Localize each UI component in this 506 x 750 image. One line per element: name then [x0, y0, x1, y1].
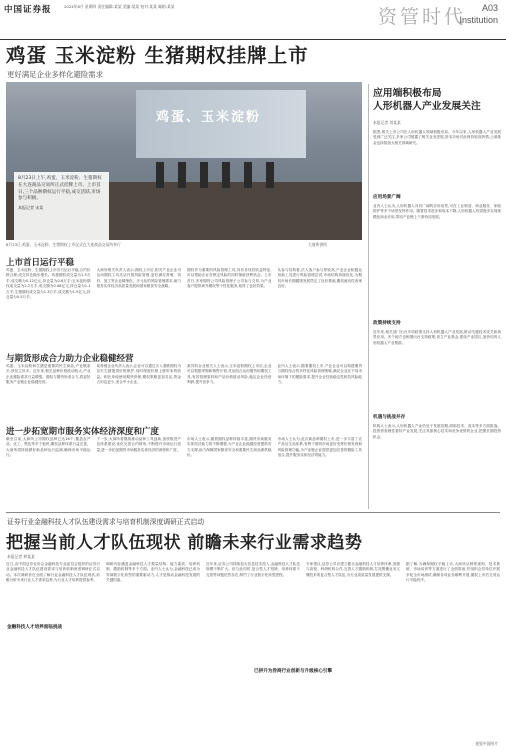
lead-byline: 本报记者 宋某 [18, 205, 44, 211]
bottom-subheading: 金融科技人才培养面临挑战 [7, 625, 63, 630]
section-title: 资管时代 [378, 6, 467, 28]
body-column: 下一步,大商所将继续推动品种工具创新,加快推进产品体系建设,优化完善合约规则,不断提升市场运行质量,进一步拓宽期货市场服务实体经济的深度和广度。 [96, 437, 181, 452]
body-column: 近年来,证券公司持续加大信息技术投入,金融科技人才队伍规模不断扩大。但与此同时,复合型人才短缺、培养体系不完善等问题依然存在,制约了行业数字化转型进程。 [206, 562, 300, 577]
body-column: 市场人士认为,此次新品种期权上市,进一步丰富了农产品衍生品体系,有利于期货市场更好发挥价格发现和风险管理功能,为产业链企业提供更加完善的避险工具组合,提升服务实体经济的能力。 [277, 437, 362, 458]
body-column: 期权作为重要的风险管理工具,具有非线性收益特征,可以帮助企业在锁定风险的同时保留获利机会。上市首日,多家期货公司风险管理子公司参与交易,为产业客户提供场外期权等个性化服务,取得了良好效果。 [187, 268, 272, 289]
right-headline [373, 88, 481, 113]
body-column: 专家建议,证券公司应建立健全金融科技人才培养体系,加强与高校、科研机构合作,完善人才激励机制,打造既懂业务又懂技术的复合型人才队伍,为行业高质量发展提供支撑。 [306, 562, 400, 577]
bottom-kicker: 证券行业金融科技人才队伍建设需求与培育机制深度调研正式启动 [7, 518, 205, 526]
right-paragraph: 业内人士认为,人形机器人具有广阔的应用前景,可在工业制造、商业服务、家庭陪护等多个场景发挥作用。随着技术进步和成本下降,人形机器人有望逐步实现规模化商业应用,带动产业链上下游协同发展。 [373, 204, 501, 219]
section2-body [6, 268, 362, 348]
body-column: 鸡蛋、玉米淀粉和生猪是重要的民生商品,产业链条长,涉及主体多。近年来,相关品种价格波动较大,产业企业避险需求日益增强。期权与期货形成合力,将更好服务产业链企业稳健经营。 [6, 364, 91, 385]
issue-info: 2024年8月 星期四 责任编辑:某某 美编:某某 校对:某某 邮箱:某某 [64, 4, 175, 9]
section-heading: 与期货形成合力助力企业稳健经营 [6, 354, 134, 364]
right-paragraph: 据悉,相关上市公司在人形机器人领域积极布局。今年以来,人形机器人产业发展受到广泛关注,多家公司披露了相关业务进展,资本市场对此保持较高热情,公募基金也持续加大相关领域研究。 [373, 130, 501, 145]
body-column: 近日,由中国证券业协会金融科技专业委员会组织的证券行业金融科技人才队伍建设需求与培育机制深度调研正式启动。本次调研旨在全面了解行业金融科技人才队伍现状,前瞻分析未来行业人才需求趋势,为行业人才培养提供参考。 [6, 562, 100, 583]
right-paragraph: 机构人士表示,人形机器人产业仍处于发展初期,面临技术、成本等多方面挑战。投资者需理性看待产业发展,关注具备核心技术和竞争优势的企业,把握长期投资机会。 [373, 424, 501, 439]
bottom-headline: 把握当前人才队伍现状 前瞻未来行业需求趋势 [6, 533, 363, 553]
section-divider [6, 512, 500, 513]
body-column: 市场人士表示,随着期权品种持续丰富,期货市场服务实体经济能力将不断增强,为产业企业稳健经营提供有力支撑,助力保障国家粮食安全和重要民生商品保供稳价。 [187, 437, 272, 458]
bottom-body [6, 562, 500, 740]
section3-body [6, 364, 362, 422]
section-heading: 上市首日运行平稳 [6, 258, 75, 268]
column-divider [368, 84, 369, 509]
body-column: 据了解,为确保期权平稳上市,大商所从制度规则、技术系统、市场培育等方面进行了全面准备,并组织会员单位开展多轮全市场测试,确保各项业务顺利开展,期权上市后交易运行平稳有序。 [406, 562, 500, 583]
body-column: 业内人士表示,随着期权上市,产业企业可以构建期货与期权结合的多样化风险管理策略,满足企业在不同市场环境下的避险需求,提升企业经营稳定性和抗风险能力。 [277, 364, 362, 385]
photo-screen-text: 鸡蛋、玉米淀粉 [156, 110, 262, 125]
right-subheading: 机遇与挑战并存 [373, 415, 406, 420]
masthead: 中国证券报 [4, 5, 52, 15]
section-name-en: Institution [459, 15, 498, 25]
lead-subhead: 更好满足企业多样化避险需求 [7, 70, 104, 79]
right-byline: 本报记者 刘某某 [373, 120, 401, 125]
right-subheading: 应用场景广阔 [373, 195, 401, 200]
photo-credit: 大商所供图 [308, 242, 327, 247]
lead-photo [6, 82, 362, 240]
photo-person [200, 162, 208, 188]
section-heading: 进一步拓宽期市服务实体经济深度和广度 [6, 427, 160, 437]
body-column: 调研内容涵盖金融科技人才数量结构、能力素质、培养机制、激励机制等多个方面。业内人士认为,金融科技已成为券商数字化转型的重要驱动力,人才是推动金融科技发展的关键因素。 [106, 562, 200, 583]
bottom-byline: 本报记者 林某某 [7, 554, 35, 559]
body-column: 截至目前,大商所上市期权品种已达16个,覆盖农产品、化工、黑色等多个板块,期权品种体系日益完善。大商所将持续做好新品种运行监测,确保市场平稳运行。 [6, 437, 91, 458]
section4-body [6, 437, 362, 509]
photo-person [244, 162, 252, 188]
right-headline-line1: 应用端积极布局 [373, 88, 442, 99]
body-column: 某养殖企业负责人表示,企业可以通过买入看跌期权为存栏生猪提供价格保护,同时保留价格上涨带来的收益。相比单纯使用期货套保,期权策略更加灵活,资金占用也更少,适合中小企业。 [96, 364, 181, 385]
page-header [0, 0, 506, 40]
right-subheading: 政策持续支持 [373, 321, 401, 326]
right-paragraph: 近年来,相关部门出台多项政策支持人形机器人产业发展,推动关键技术攻关和场景应用。多个地方也相继出台支持政策,设立产业基金,建设产业园区,加快培育人形机器人产业集群。 [373, 330, 501, 345]
body-column: 从参与结构看,法人客户参与度较高,产业企业积极运用新工具进行风险管理尝试,市场结构持续优化,为期权市场长期健康发展奠定了良好基础,期权流动性表现良好。 [277, 268, 362, 289]
lead-summary-box [14, 172, 109, 240]
lead-summary-text: 8月23日上午,鸡蛋、玉米淀粉、生猪期权在大连商品交易所正式挂牌上市。上市首日,三个品种期权运行平稳,成交活跃,市场参与积极。 [18, 176, 102, 202]
photo-person [178, 162, 186, 188]
photo-caption: 8月23日,鸡蛋、玉米淀粉、生猪期权上市仪式在大连商品交易所举行 [6, 242, 121, 247]
right-headline-line2: 人形机器人产业发展关注 [373, 100, 481, 112]
page-number: A03 [481, 3, 498, 13]
bottom-subheading: 已拼升为券商行业创新与升级核心引擎 [254, 669, 333, 674]
body-column: 鸡蛋、玉米淀粉、生猪期权上市首日运行平稳,合约价格合理,成交持仓稳步增长。鸡蛋期权成交量为1.5万手,成交额为0.12亿元,持仓量为0.6万手;玉米淀粉期权成交量为2.2万手,成交额为0.08亿元,持仓量为1.1万手;生猪期权成交量为1.3万手,成交额为1.9亿元,持仓量为0.5万手。 [6, 268, 91, 300]
photo-person [222, 162, 230, 188]
photo-person [266, 162, 274, 188]
body-column: 某饲料企业相关人士表示,玉米淀粉期权上市后,企业可以根据采购和销售计划,灵活组合运用期货和期权工具,有效管理原料和产品价格波动风险,稳定企业经营利润,提升竞争力。 [187, 364, 272, 385]
lead-headline: 鸡蛋 玉米淀粉 生猪期权挂牌上市 [6, 44, 309, 67]
photo-person [156, 162, 164, 188]
body-column: 大商所相关负责人表示,期权上市后,相关产业企业可运用期权工具灵活开展风险管理,更好满足养殖、饲料、加工等企业精细化、多元化的风险管理需求,助力服务实体经济高质量发展和国家粮食安全战略。 [96, 268, 181, 289]
footer-credit: 视觉中国图片 [475, 741, 498, 746]
